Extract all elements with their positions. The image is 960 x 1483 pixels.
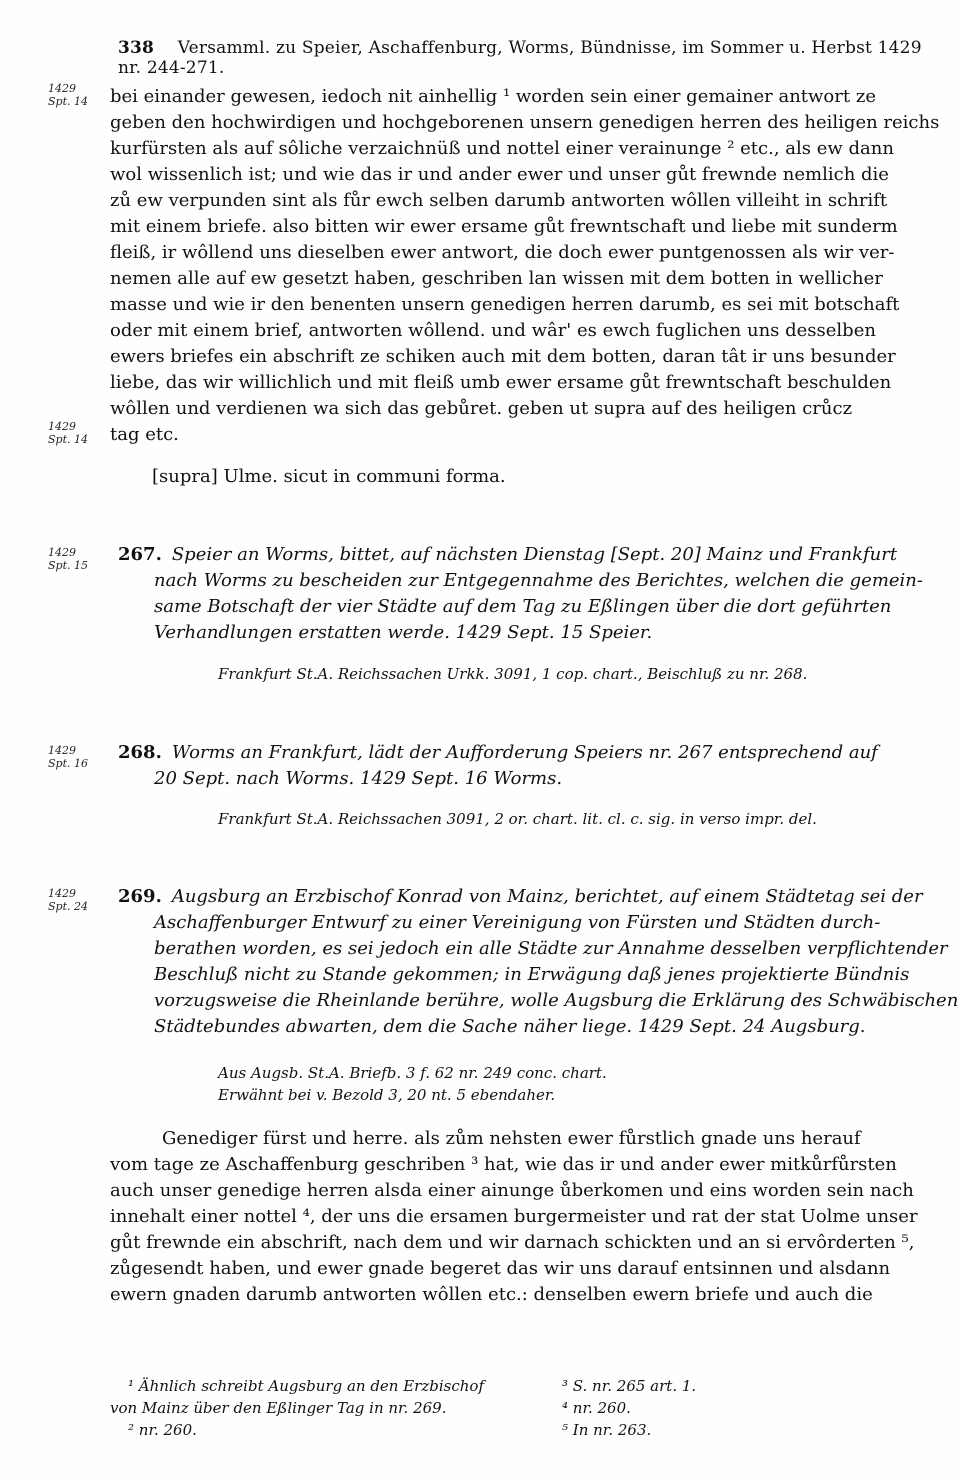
entry-summary-line: Augsburg an Erzbischof Konrad von Mainz, berichtet, auf einem Städtetag sei der [171,886,923,907]
text-line: geben den hochwirdigen und hochgeborenen unsern genedigen herren des heiligen reichs [110,112,940,133]
entry-summary-line: Speier an Worms, bittet, auf nächsten Dienstag [Sept. 20] Mainz und Frankfurt [171,544,898,565]
margin-date-note [48,82,108,108]
text-line: zů ew verpunden sint als fůr ewch selben darumb antworten wôllen villeiht in schrift [110,190,888,211]
margin-date-note [48,887,108,913]
entry-summary-line: 20 Sept. nach Worms. 1429 Sept. 16 Worms. [154,768,563,789]
footnotes-left [110,1375,530,1441]
text-line: vom tage ze Aschaffenburg geschriben ³ hat, wie das ir und ander ewer mitkůrfůrsten [110,1154,897,1175]
supra-line [152,464,852,490]
footnote: ¹ Ähnlich schreibt Augsburg an den Erzbischof [128,1377,485,1395]
margin-date: Spt. 24 [48,900,88,913]
text-line: wol wissenlich ist; und wie das ir und ander ewer und unser gůt frewnde nemlich die [110,164,889,185]
text-line: fleiß, ir wôllend uns dieselben ewer antwort, die doch ewer puntgenossen als wir ver- [110,242,895,263]
entry-summary-line: Aschaffenburger Entwurf zu einer Vereinigung von Fürsten und Städten durch- [154,912,881,933]
margin-year: 1429 [48,887,76,900]
entry-267-source [218,663,948,685]
footnote: ⁵ In nr. 263. [562,1421,652,1439]
margin-date: Spt. 16 [48,757,88,770]
continuation-text [110,84,950,448]
entry-summary-line: Worms an Frankfurt, lädt der Aufforderung Speiers nr. 267 entsprechend auf [171,742,878,763]
entry-268 [118,740,950,792]
entry-summary-line: vorzugsweise die Rheinlande berühre, wolle Augsburg die Erklärung des Schwäbischen [154,990,959,1011]
page-number: 338 [118,38,155,58]
footnote: von Mainz über den Eßlinger Tag in nr. 269. [110,1399,447,1417]
entry-268-source [218,808,948,830]
text-line: ewers briefes ein abschrift ze schiken auch mit dem botten, daran tât ir uns besunder [110,346,896,367]
running-title: Versamml. zu Speier, Aschaffenburg, Worms, Bündnisse, im Sommer u. Herbst 1429 nr. 244-271. [118,38,922,78]
margin-year: 1429 [48,420,76,433]
margin-year: 1429 [48,82,76,95]
entry-269-source [218,1062,948,1106]
text-line: innehalt einer nottel ⁴, der uns die ersamen burgermeister und rat der stat Uolme unser [110,1206,918,1227]
text-line: liebe, das wir willichlich und mit fleiß umb ewer ersame gůt frewntschaft beschulden [110,372,892,393]
letter-text [110,1126,950,1308]
source-line: Frankfurt St.A. Reichssachen Urkk. 3091, 1 cop. chart., Beischluß zu nr. 268. [218,665,808,683]
entry-summary-line: berathen worden, es sei jedoch ein alle Städte zur Annahme desselben verpflichtender [154,938,948,959]
margin-year: 1429 [48,744,76,757]
text-line: ewern gnaden darumb antworten wôllen etc.: denselben ewern briefe und auch die [110,1284,873,1305]
entry-267 [118,542,950,646]
text-line: tag etc. [110,424,179,445]
entry-summary-line: Beschluß nicht zu Stande gekommen; in Erwägung daß jenes projektierte Bündnis [154,964,910,985]
text-line: zůgesendt haben, und ewer gnade begeret das wir uns darauf entsinnen und alsdann [110,1258,891,1279]
margin-date-note [48,744,108,770]
text-line: kurfürsten als auf sôliche verzaichnüß und nottel einer verainunge ² etc., als ew dann [110,138,894,159]
entry-number: 269. [118,886,162,907]
margin-date: Spt. 14 [48,433,88,446]
margin-date-note [48,420,108,446]
text-line: auch unser genedige herren alsda einer ainunge ůberkomen und eins worden sein nach [110,1180,914,1201]
text-line: mit einem briefe. also bitten wir ewer ersame gůt frewntschaft und liebe mit sunderm [110,216,898,237]
text-line: bei einander gewesen, iedoch nit ainhellig ¹ worden sein einer gemainer antwort ze [110,86,876,107]
margin-date: Spt. 14 [48,95,88,108]
text-line: nemen alle auf ew gesetzt haben, geschriben lan wissen mit dem botten in wellicher [110,268,883,289]
text-line: oder mit einem brief, antworten wôllend. und wâr' es ewch fuglichen uns desselben [110,320,876,341]
source-line: Frankfurt St.A. Reichssachen 3091, 2 or. chart. lit. cl. c. sig. in verso impr. del. [218,810,817,828]
footnote: ⁴ nr. 260. [562,1399,631,1417]
entry-number: 267. [118,544,162,565]
margin-date: Spt. 15 [48,559,88,572]
entry-summary-line: same Botschaft der vier Städte auf dem Tag zu Eßlingen über die dort geführten [154,596,892,617]
source-line: Aus Augsb. St.A. Briefb. 3 f. 62 nr. 249 conc. chart. [218,1064,607,1082]
footnotes-right [562,1375,942,1441]
entry-summary-line: nach Worms zu bescheiden zur Entgegennahme des Berichtes, welchen die gemein- [154,570,923,591]
entry-summary-line: Verhandlungen erstatten werde. 1429 Sept. 15 Speier. [154,622,653,643]
entry-number: 268. [118,742,162,763]
margin-year: 1429 [48,546,76,559]
source-line: Erwähnt bei v. Bezold 3, 20 nt. 5 ebendaher. [218,1086,556,1104]
text-line: Genediger fürst und herre. als zům nehsten ewer fůrstlich gnade uns herauf [162,1128,861,1149]
footnote: ³ S. nr. 265 art. 1. [562,1377,697,1395]
text-line: wôllen und verdienen wa sich das gebůret. geben ut supra auf des heiligen crůcz [110,398,853,419]
text-line: gůt frewnde ein abschrift, nach dem und wir darnach schickten und an si ervôrderten ⁵, [110,1232,915,1253]
supra-text: [supra] Ulme. sicut in communi forma. [152,466,506,487]
entry-269 [118,884,959,1040]
text-line: masse und wie ir den benenten unsern genedigen herren darumb, es sei mit botschaft [110,294,900,315]
footnote: ² nr. 260. [128,1421,197,1439]
margin-date-note [48,546,108,572]
entry-summary-line: Städtebundes abwarten, dem die Sache näher liege. 1429 Sept. 24 Augsburg. [154,1016,866,1037]
running-header [118,38,948,78]
